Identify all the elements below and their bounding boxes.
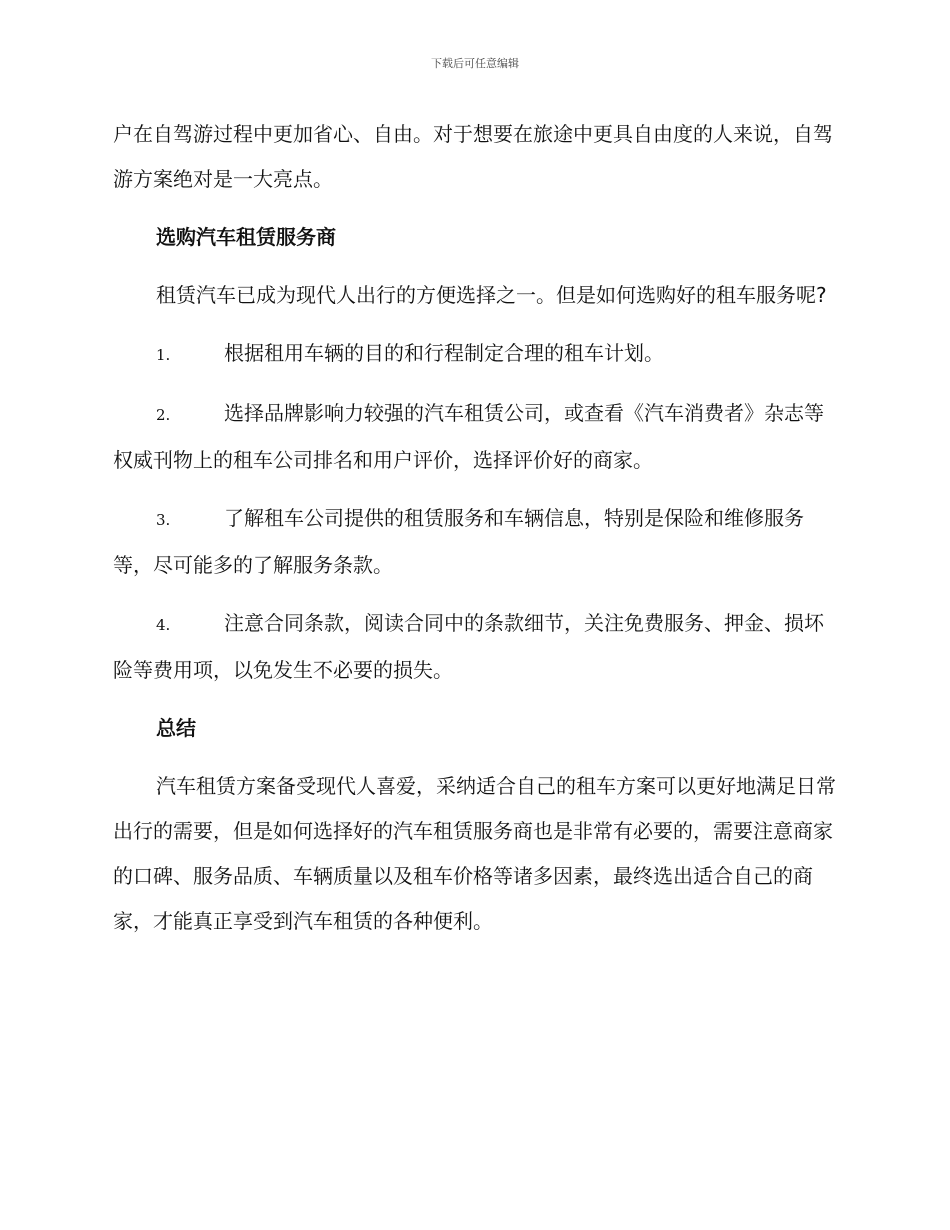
list-item-text: 了解租车公司提供的租赁服务和车辆信息，特别是保险和维修服务等，尽可能多的了解服务条款。 <box>113 506 804 577</box>
list-item-text: 选择品牌影响力较强的汽车租赁公司，或查看《汽车消费者》杂志等权威刊物上的租车公司排名和用户评价，选择评价好的商家。 <box>113 401 824 472</box>
list-item-text: 注意合同条款，阅读合同中的条款细节，关注免费服务、押金、损坏险等费用项，以免发生不必要的损失。 <box>113 611 824 682</box>
list-item <box>113 331 837 378</box>
list-item-number: 2. <box>156 406 171 424</box>
list-item <box>113 496 837 588</box>
document-body <box>113 112 837 944</box>
list-item <box>113 391 837 483</box>
list-item-text: 根据租用车辆的目的和行程制定合理的租车计划。 <box>224 341 664 365</box>
list-item <box>113 601 837 693</box>
section-heading-summary: 总结 <box>156 716 196 740</box>
section-heading-rental: 选购汽车租赁服务商 <box>156 225 336 249</box>
header-note: 下载后可任意编辑 <box>431 57 519 70</box>
list-item-number: 3. <box>156 511 171 529</box>
list-item-number: 1. <box>156 346 171 364</box>
summary-paragraph: 汽车租赁方案备受现代人喜爱，采纳适合自己的租车方案可以更好地满足日常出行的需要，但是如何选择好的汽车租赁服务商也是非常有必要的，需要注意商家的口碑、服务品质、车辆质量以及租车价格等诸多因素，最终选出适合自己的商家，才能真正享受到汽车租赁的各种便利。 <box>113 774 836 933</box>
rental-intro-paragraph: 租赁汽车已成为现代人出行的方便选择之一。但是如何选购好的租车服务呢? <box>156 283 827 307</box>
intro-continuation-paragraph: 户在自驾游过程中更加省心、自由。对于想要在旅途中更具自由度的人来说，自驾游方案绝对是一大亮点。 <box>113 122 833 191</box>
list-item-number: 4. <box>156 616 171 634</box>
